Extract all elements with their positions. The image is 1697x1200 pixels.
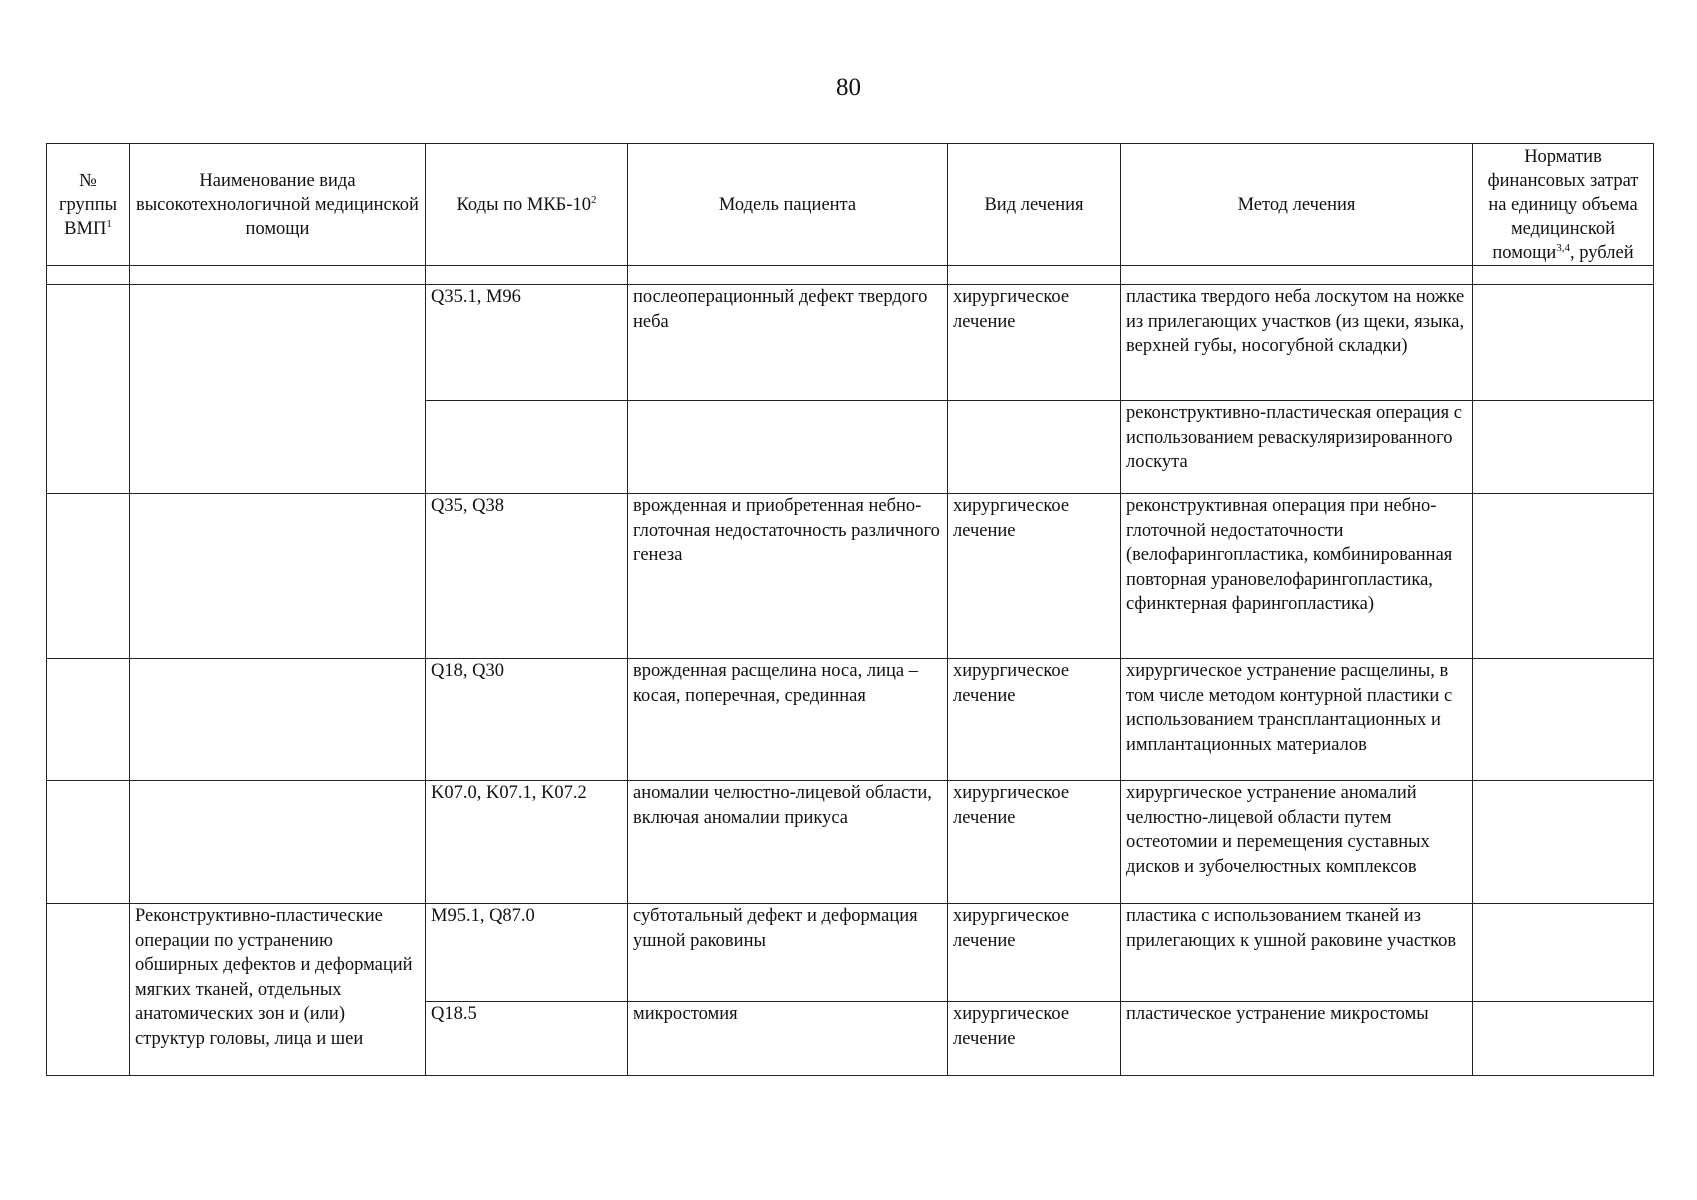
cell-norm <box>1473 401 1654 494</box>
cell-name: Реконструктивно-пластические операции по устранению обширных дефектов и деформаций мягких тканей, отдельных анатомических зон и (или) структур головы, лица и шеи <box>130 904 426 1076</box>
header-model: Модель пациента <box>628 144 948 266</box>
cell-method: хирургическое устранение расщелины, в том числе методом контурной пластики с использованием трансплантационных и имплантационных материалов <box>1121 659 1473 781</box>
cell-codes: Q35, Q38 <box>426 494 628 659</box>
cell-method: пластическое устранение микростомы <box>1121 1002 1473 1076</box>
cell-codes: M95.1, Q87.0 <box>426 904 628 1002</box>
cell-treatment: хирургическое лечение <box>948 1002 1121 1076</box>
page-number: 80 <box>836 74 861 101</box>
cell-model: микростомия <box>628 1002 948 1076</box>
cell-group-no <box>47 904 130 1076</box>
header-row <box>47 144 1654 266</box>
cell-norm <box>1473 285 1654 401</box>
cell-norm <box>1473 659 1654 781</box>
cell-name <box>130 285 426 494</box>
cell-treatment: хирургическое лечение <box>948 904 1121 1002</box>
header-group-no: № группы ВМП$^1$ <box>47 144 130 266</box>
spacer-row <box>47 266 1654 285</box>
cell-treatment: хирургическое лечение <box>948 285 1121 401</box>
cell-group-no <box>47 659 130 781</box>
cell-codes <box>426 401 628 494</box>
cell-method: реконструктивная операция при небно-глоточной недостаточности (велофарингопластика, комбинированная повторная урановелофарингопластика, сфинктерная фарингопластика) <box>1121 494 1473 659</box>
cell-codes: Q35.1, M96 <box>426 285 628 401</box>
vmp-table <box>46 143 1654 1076</box>
header-method: Метод лечения <box>1121 144 1473 266</box>
cell-norm <box>1473 1002 1654 1076</box>
cell-treatment: хирургическое лечение <box>948 781 1121 904</box>
table-row <box>47 781 1654 904</box>
cell-model <box>628 401 948 494</box>
cell-norm <box>1473 904 1654 1002</box>
header-treatment-type: Вид лечения <box>948 144 1121 266</box>
cell-group-no <box>47 494 130 659</box>
table-row <box>47 904 1654 1002</box>
table-row <box>47 285 1654 401</box>
cell-method: хирургическое устранение аномалий челюстно-лицевой области путем остеотомии и перемещения суставных дисков и зубочелюстных комплексов <box>1121 781 1473 904</box>
cell-codes: Q18, Q30 <box>426 659 628 781</box>
cell-group-no <box>47 781 130 904</box>
cell-norm <box>1473 494 1654 659</box>
cell-name <box>130 659 426 781</box>
cell-name <box>130 494 426 659</box>
cell-treatment <box>948 401 1121 494</box>
cell-model: аномалии челюстно-лицевой области, включая аномалии прикуса <box>628 781 948 904</box>
table-row <box>47 494 1654 659</box>
table-row <box>47 659 1654 781</box>
cell-codes: K07.0, K07.1, K07.2 <box>426 781 628 904</box>
cell-model: врожденная расщелина носа, лица – косая, поперечная, срединная <box>628 659 948 781</box>
header-codes: Коды по МКБ-$10^2$ <box>426 144 628 266</box>
cell-method: пластика твердого неба лоскутом на ножке из прилегающих участков (из щеки, языка, верхней губы, носогубной складки) <box>1121 285 1473 401</box>
cell-group-no <box>47 285 130 494</box>
cell-norm <box>1473 781 1654 904</box>
cell-treatment: хирургическое лечение <box>948 494 1121 659</box>
cell-model: врожденная и приобретенная небно-глоточная недостаточность различного генеза <box>628 494 948 659</box>
cell-model: субтотальный дефект и деформация ушной раковины <box>628 904 948 1002</box>
cell-method: реконструктивно-пластическая операция с использованием реваскуляризированного лоскута <box>1121 401 1473 494</box>
cell-codes: Q18.5 <box>426 1002 628 1076</box>
cell-treatment: хирургическое лечение <box>948 659 1121 781</box>
cell-name <box>130 781 426 904</box>
header-norm: Норматив финансовых затрат на единицу объема медицинской помощи$^{3,4}$, рублей <box>1473 144 1654 266</box>
cell-method: пластика с использованием тканей из прилегающих к ушной раковине участков <box>1121 904 1473 1002</box>
cell-model: послеоперационный дефект твердого неба <box>628 285 948 401</box>
header-name: Наименование вида высокотехнологичной медицинской помощи <box>130 144 426 266</box>
